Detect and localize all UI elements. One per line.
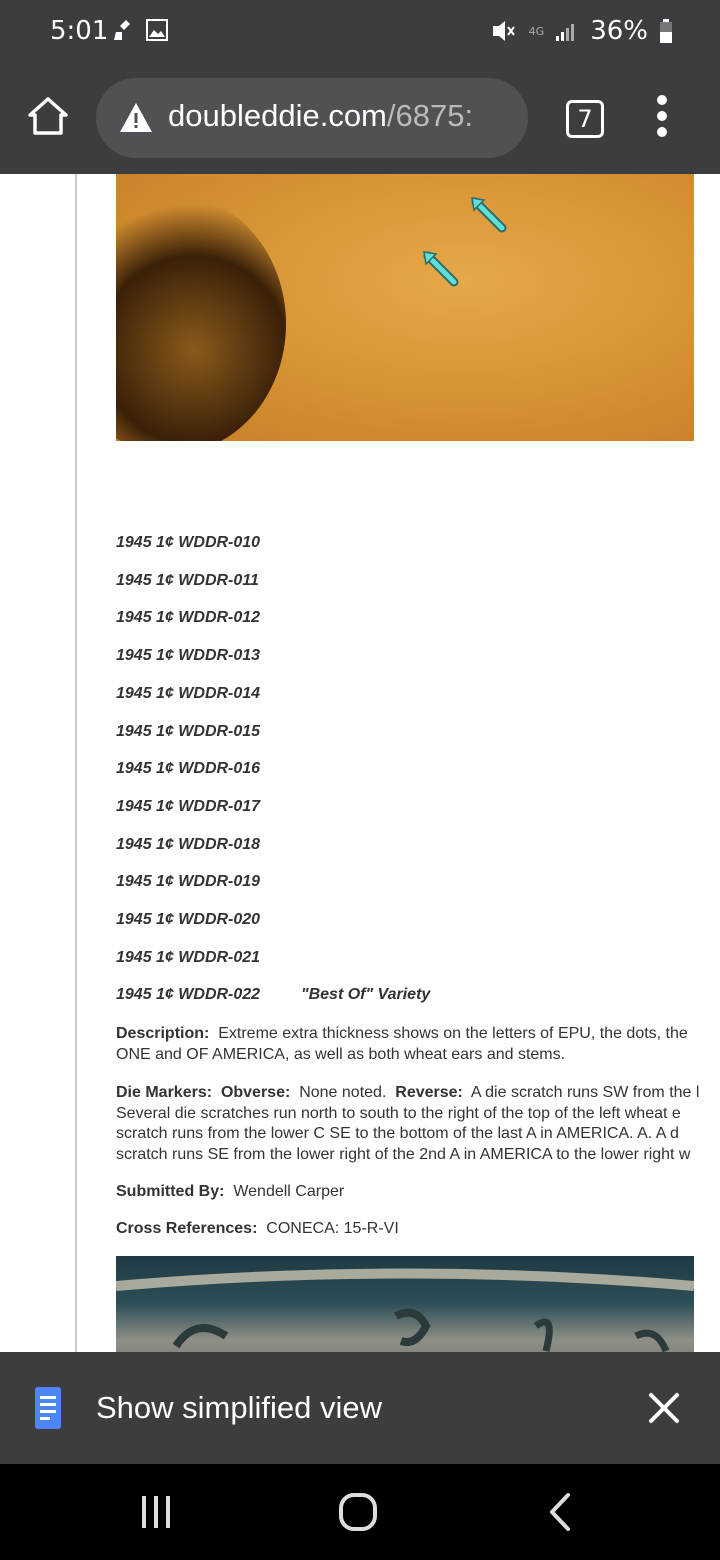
home-icon[interactable] xyxy=(26,94,70,138)
coin-relief-shadow xyxy=(116,194,286,441)
more-vert-icon[interactable] xyxy=(650,94,674,138)
battery-icon xyxy=(660,19,672,43)
image-icon xyxy=(146,19,168,41)
coin-photo-top xyxy=(116,174,694,441)
variety-heading-022 xyxy=(116,986,431,1004)
die-markers-paragraph xyxy=(116,1083,720,1165)
coin-rim-lettering xyxy=(116,1256,694,1352)
variety-link[interactable]: 1945 1¢ WDDR-012 xyxy=(116,609,261,627)
arrow-marker-1 xyxy=(468,194,508,234)
broom-icon xyxy=(112,18,136,42)
signal-icon xyxy=(556,21,578,41)
die-markers-line-4: scratch runs SE from the lower right of the 2nd A in AMERICA to the lower right w xyxy=(116,1145,691,1163)
crossref-label: Cross References: xyxy=(116,1220,258,1237)
variety-link[interactable]: 1945 1¢ WDDR-019 xyxy=(116,873,261,891)
network-type: 4G xyxy=(528,24,545,38)
reverse-label: Reverse: xyxy=(395,1084,463,1101)
left-border-line xyxy=(75,174,77,1352)
variety-link[interactable]: 1945 1¢ WDDR-021 xyxy=(116,948,261,966)
variety-link[interactable]: 1945 1¢ WDDR-016 xyxy=(116,760,261,778)
url-text[interactable] xyxy=(168,98,473,134)
recent-apps-icon[interactable] xyxy=(138,1492,174,1532)
description-label: Description: xyxy=(116,1025,210,1042)
variety-link[interactable]: 1945 1¢ WDDR-014 xyxy=(116,684,261,702)
submitted-by xyxy=(116,1182,720,1203)
battery-percent: 36% xyxy=(590,16,648,46)
variety-link[interactable]: 1945 1¢ WDDR-015 xyxy=(116,722,261,740)
simplified-view-icon xyxy=(34,1386,62,1430)
simplified-view-banner[interactable] xyxy=(0,1352,720,1464)
url-host: doubleddie.com xyxy=(168,98,387,133)
tab-count: 7 xyxy=(577,105,593,133)
status-bar xyxy=(0,0,720,64)
description-text: Extreme extra thickness shows on the letters of EPU, the dots, the xyxy=(218,1025,688,1042)
obverse-text: None noted. xyxy=(299,1084,387,1101)
die-markers-label: Die Markers: xyxy=(116,1084,213,1101)
arrow-marker-2 xyxy=(420,248,460,288)
home-nav-icon[interactable] xyxy=(338,1492,378,1532)
variety-link[interactable]: 1945 1¢ WDDR-018 xyxy=(116,835,261,853)
variety-title: 1945 1¢ WDDR-022 xyxy=(116,986,261,1004)
obverse-label: Obverse: xyxy=(220,1084,291,1101)
simplified-view-label[interactable]: Show simplified view xyxy=(96,1390,382,1425)
mute-vibrate-icon xyxy=(491,20,517,42)
tabs-icon[interactable] xyxy=(566,100,604,138)
variety-link[interactable]: 1945 1¢ WDDR-013 xyxy=(116,647,261,665)
variety-link[interactable]: 1945 1¢ WDDR-011 xyxy=(116,571,259,589)
submitted-value: Wendell Carper xyxy=(233,1183,345,1200)
close-icon[interactable] xyxy=(648,1392,680,1424)
best-of-label: "Best Of" Variety xyxy=(301,986,431,1004)
status-time: 5:01 xyxy=(50,16,109,46)
url-bar[interactable] xyxy=(96,78,528,158)
back-icon[interactable] xyxy=(546,1492,574,1532)
variety-link[interactable]: 1945 1¢ WDDR-020 xyxy=(116,911,261,928)
description-text-2: ONE and OF AMERICA, as well as both wheat ears and stems. xyxy=(116,1045,566,1063)
warning-icon[interactable] xyxy=(118,100,154,136)
description-paragraph xyxy=(116,1024,720,1065)
submitted-label: Submitted By: xyxy=(116,1183,225,1200)
crossref-value: CONECA: 15-R-VI xyxy=(266,1220,399,1237)
variety-link[interactable]: 1945 1¢ WDDR-017 xyxy=(116,797,261,815)
variety-link[interactable]: 1945 1¢ WDDR-010 xyxy=(116,534,261,551)
die-markers-line-2: Several die scratches run north to south to the right of the top of the left wheat e xyxy=(116,1104,681,1122)
reverse-text: A die scratch runs SW from the l xyxy=(470,1084,700,1101)
cross-references xyxy=(116,1219,720,1240)
coin-photo-bottom xyxy=(116,1256,694,1352)
url-path: /6875: xyxy=(386,98,474,133)
web-page-content[interactable] xyxy=(0,174,720,1352)
die-markers-line-3: scratch runs from the lower C SE to the bottom of the last A in AMERICA. A. A d xyxy=(116,1125,679,1142)
system-nav-bar xyxy=(0,1464,720,1560)
browser-toolbar xyxy=(0,64,720,174)
